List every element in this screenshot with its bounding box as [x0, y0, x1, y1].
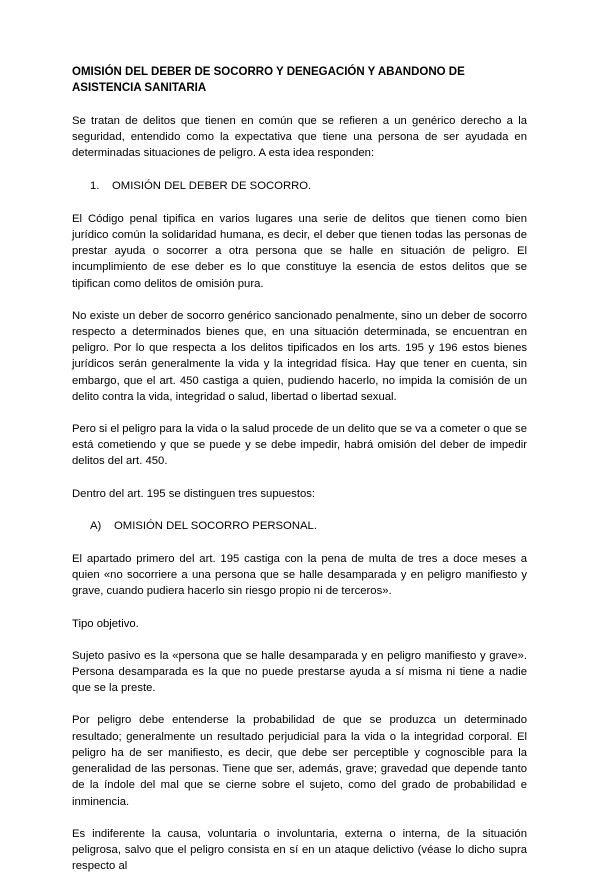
- paragraph-1: El Código penal tipifica en varios lugares una serie de delitos que tienen como bien jurídico común la solidaridad humana, es decir, el deber que tienen todas las personas de prestar ayuda o socorrer a otra persona que se halle en situación de peligro. El incumplimiento de ese deber es lo que constituye la esencia de estos delitos que se tipifican como delitos de omisión pura.: [72, 212, 527, 290]
- paragraph-5: El apartado primero del art. 195 castiga con la pena de multa de tres a doce meses a quien «no socorriere a una persona que se halle desamparada y en peligro manifiesto y grave, cuando pudiera hacerlo sin riesgo propio ni de terceros».: [72, 553, 527, 598]
- paragraph-9: Es indiferente la causa, voluntaria o involuntaria, externa o interna, de la situación peligrosa, salvo que el peligro consista en sí en un ataque delictivo (véase lo dicho supra respecto al: [72, 827, 527, 873]
- section-1-number: 1.: [90, 179, 100, 192]
- section-a-heading: [72, 518, 527, 534]
- paragraph-3: Pero si el peligro para la vida o la salud procede de un delito que se va a cometer o que se está cometiendo y que se puede y se debe impedir, habrá omisión del deber de impedir delitos del art. 450.: [72, 423, 527, 468]
- paragraph-8: Por peligro debe entenderse la probabilidad de que se produzca un determinado resultado; generalmente un resultado perjudicial para la vida o la integridad corporal. El peligro ha de ser manifiesto, es decir, que debe ser perceptible y cognoscible para la generalidad de las personas. Tiene que ser, además, grave; gravedad que depende tanto de la índole del mal que se cierne sobre el sujeto, como del grado de probabilidad e inminencia.: [72, 714, 527, 808]
- section-a-title: OMISIÓN DEL SOCORRO PERSONAL.: [114, 519, 317, 532]
- section-1-heading: [72, 178, 527, 194]
- document-body: [72, 64, 527, 890]
- section-1-title: OMISIÓN DEL DEBER DE SOCORRO.: [112, 179, 312, 192]
- paragraph-6: Tipo objetivo.: [72, 617, 139, 630]
- paragraph-2: No existe un deber de socorro genérico sancionado penalmente, sino un deber de socorro respecto a determinados bienes que, en una situación determinada, se encuentran en peligro. Por lo que respecta a los delitos tipificados en los arts. 195 y 196 estos bienes jurídicos serán generalmente la vida y la integridad física. Hay que tener en cuenta, sin embargo, que el art. 450 castiga a quien, pudiendo hacerlo, no impida la comisión de un delito contra la vida, integridad o salud, libertad o libertad sexual.: [72, 309, 527, 403]
- document-title: OMISIÓN DEL DEBER DE SOCORRO Y DENEGACIÓN Y ABANDONO DE ASISTENCIA SANITARIA: [72, 66, 465, 94]
- paragraph-7: Sujeto pasivo es la «persona que se halle desamparada y en peligro manifiesto y grave». Persona desamparada es la que no puede prestarse ayuda a sí misma ni tiene a nadie que se la preste.: [72, 649, 527, 695]
- paragraph-4: Dentro del art. 195 se distinguen tres supuestos:: [72, 487, 316, 500]
- intro-paragraph: Se tratan de delitos que tienen en común que se refieren a un genérico derecho a la seguridad, entendido como la expectativa que tiene una persona de ser ayudada en determinadas situaciones de peligro. A esta idea responden:: [72, 115, 527, 160]
- section-a-letter: A): [90, 519, 102, 532]
